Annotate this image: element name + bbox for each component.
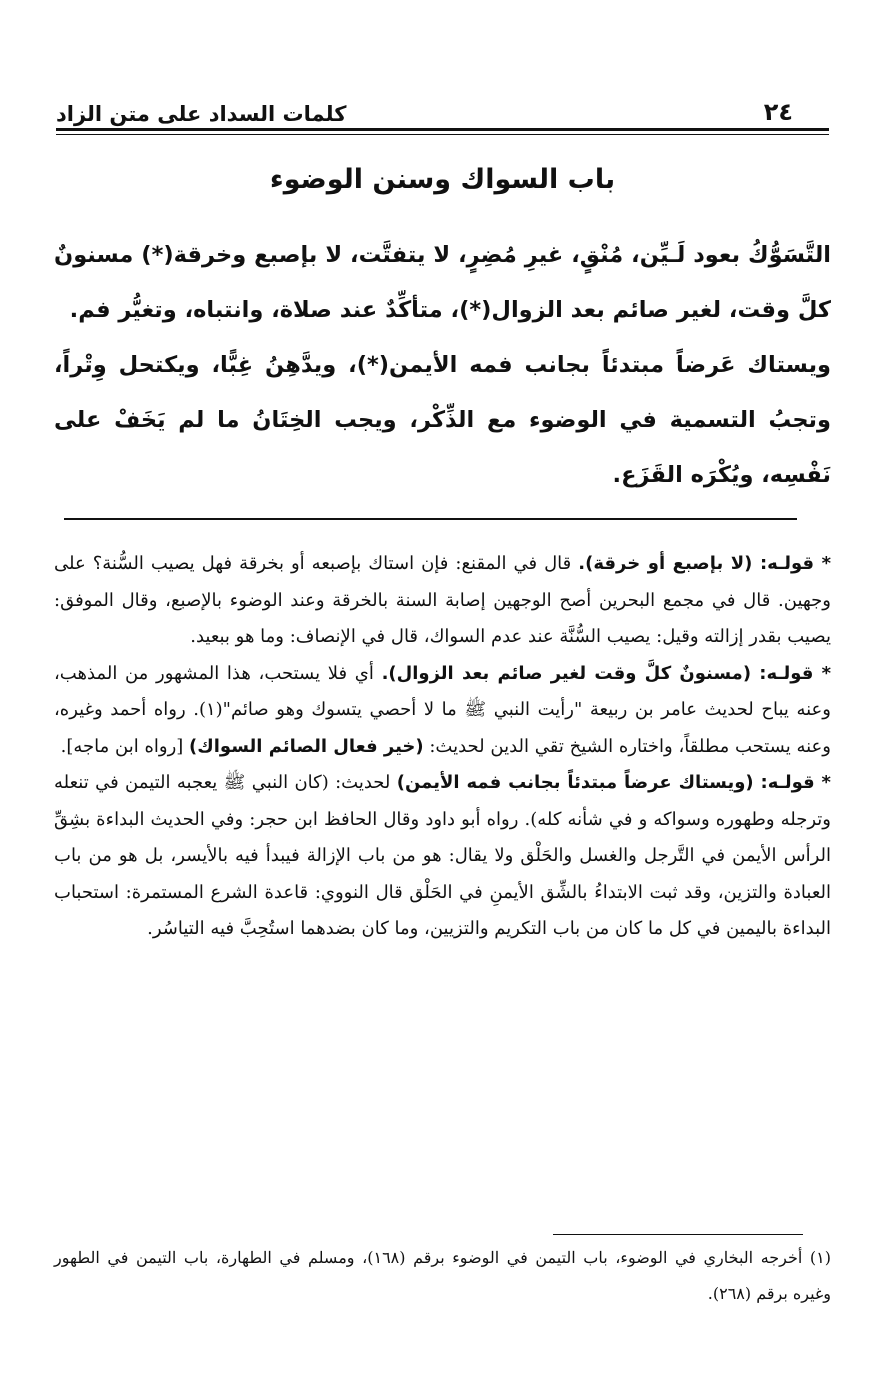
page-header (56, 86, 829, 126)
footnote (54, 1240, 831, 1312)
commentary-paragraph (54, 546, 831, 656)
commentary-quote: * قولـه: (ويستاك عرضاً مبتدئاً بجانب فمه الأيمن) (396, 772, 831, 793)
commentary-quote: * قولـه: (لا بإصبع أو خرقة). (578, 553, 832, 574)
section-separator (64, 518, 797, 520)
commentary-paragraph (54, 765, 831, 948)
footnote-text: (١) أخرجه البخاري في الوضوء، باب التيمن في الوضوء برقم (١٦٨)، ومسلم في الطهارة، باب التيمن في الطهور وغيره برقم (٢٦٨). (54, 1248, 831, 1303)
commentary-text: قال في المقنع: فإن استاك بإصبعه أو بخرقة فهل يصيب السُّنة؟ على وجهين. قال في مجمع البحرين أصح الوجهين إصابة السنة بالخرقة وعند الوضوء بالإصبع، وقال الموفق: يصيب بقدر إزالته وقيل: يصيب السُّنَّة عند عدم السواك، قال في الإنصاف: وما هو ببعيد. (54, 553, 831, 647)
hadith-quote: (خير فعال الصائم السواك) (189, 735, 424, 757)
header-rule-thick (56, 128, 829, 131)
matn-text (54, 228, 831, 503)
commentary-text: [رواه ابن ماجه]. (60, 735, 190, 757)
page-number: ٢٤ (763, 98, 793, 126)
footnote-rule (553, 1234, 803, 1235)
header-rule-thin (56, 134, 829, 135)
matn-paragraph: التَّسَوُّكُ بعود لَـيِّن، مُنْقٍ، غيرِ مُضِرٍ، لا يتفتَّت، لا بإصبع وخرقة(*) مسنونٌ كلَّ وقت، لغير صائم بعد الزوال(*)، متأكِّدٌ عند صلاة، وانتباه، وتغيُّر فم. (54, 242, 831, 323)
commentary (54, 546, 831, 948)
chapter-title: باب السواك وسنن الوضوء (269, 164, 616, 195)
running-title: كلمات السداد على متن الزاد (56, 102, 347, 126)
commentary-quote: * قولـه: (مسنونٌ كلَّ وقت لغير صائم بعد الزوال). (381, 662, 831, 684)
commentary-paragraph (54, 656, 831, 766)
commentary-text: لحديث: (كان النبي ﷺ يعجبه التيمن في تنعله وترجله وطهوره وسواكه و في شأنه كله). رواه أبو داود وقال الحافظ ابن حجر: وفي الحديث البداءة بشِقِّ الرأس الأيمن في التَّرجل والغسل والحَلْق ولا يقال: هو من باب الإزالة فيبدأ فيه بالأيسر، بل هو من باب العبادة والتزين، وقد ثبت الابتداءُ بالشِّق الأيمنِ في الحَلْق قال النووي: قاعدة الشرع المستمرة: استحباب البداءة باليمين في كل ما كان من باب التكريم والتزيين، وما كان بضدهما استُحِبَّ فيه التياسُر. (54, 772, 831, 939)
commentary-text: أي فلا يستحب، هذا المشهور من المذهب، وعنه يباح لحديث عامر بن ربيعة "رأيت النبي ﷺ ما لا أحصي يتسوك وهو صائم"(١). رواه أحمد وغيره، وعنه يستحب مطلقاً، واختاره الشيخ تقي الدين لحديث: (54, 662, 831, 757)
matn-paragraph: ويستاك عَرضاً مبتدئاً بجانب فمه الأيمن(*)، ويدَّهِنُ غِبًّا، ويكتحل وِتْراً، وتجبُ التسمية في الوضوء مع الذِّكْر، ويجب الخِتَانُ ما لم يَخَفْ على نَفْسِه، ويُكْرَه القَزَع. (54, 352, 831, 488)
